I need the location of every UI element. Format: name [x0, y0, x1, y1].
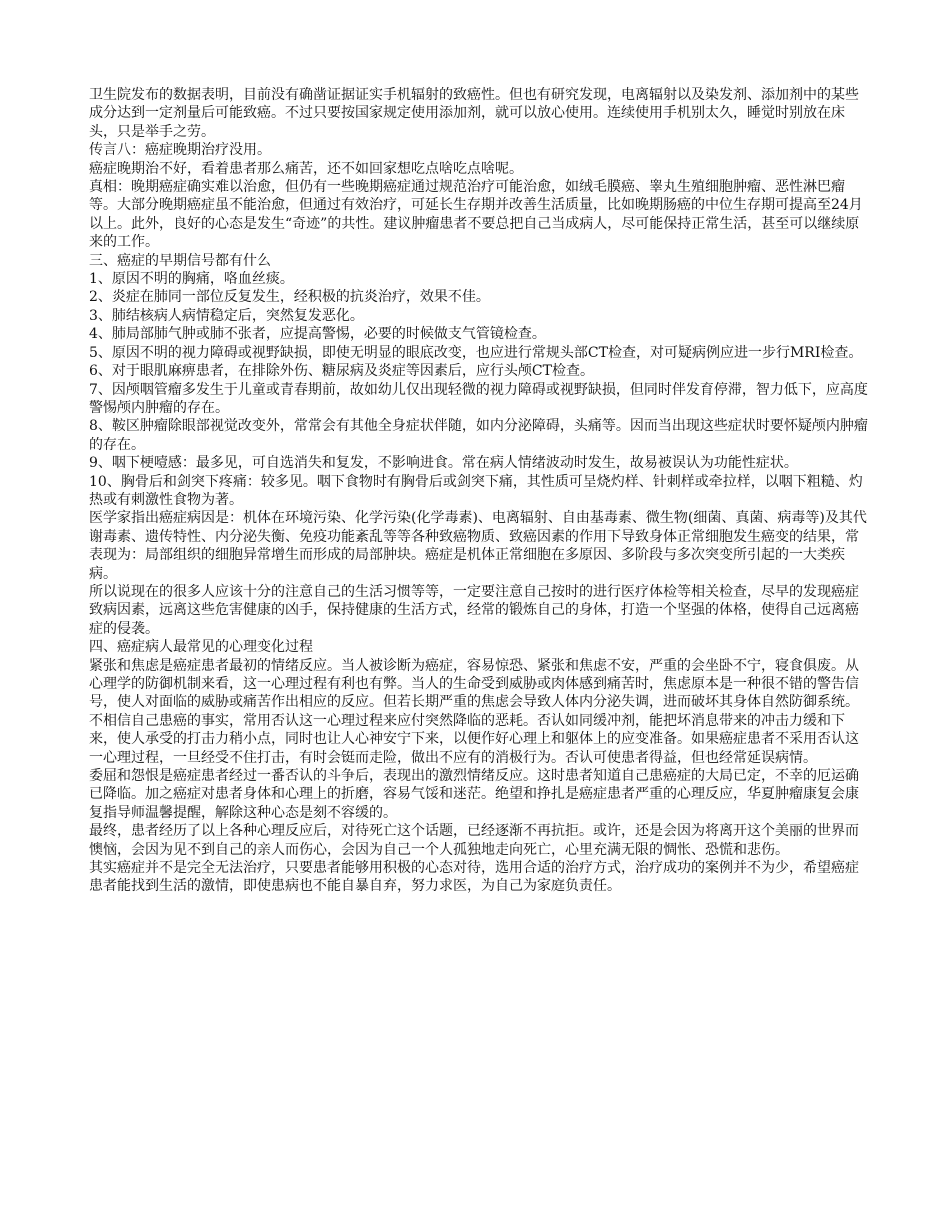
paragraph: 其实癌症并不是完全无法治疗，只要患者能够用积极的心态对待，选用合适的治疗方式，治疗成功的案例并不为少，希望癌症患者能找到生活的激情，即使患病也不能自暴自弃，努力求医，为自己为家庭负责任。: [89, 860, 859, 895]
paragraph: 紧张和焦虑是癌症患者最初的情绪反应。当人被诊断为癌症，容易惊恐、紧张和焦虑不安，严重的会坐卧不宁，寝食俱废。从心理学的防御机制来看，这一心理过程有利也有弊。当人的生命受到威胁或肉体感到痛苦时，焦虑原本是一种很不错的警告信号，使人对面临的威胁或痛苦作出相应的反应。但若长期严重的焦虑会导致人体内分泌失调，进而破坏其身体自然防御系统。: [89, 657, 859, 711]
paragraph: 最终，患者经历了以上各种心理反应后，对待死亡这个话题，已经逐渐不再抗拒。或许，还是会因为将离开这个美丽的世界而懊恼，会因为见不到自己的亲人而伤心，会因为自己一个人孤独地走向死亡，心里充满无限的惆怅、恐慌和悲伤。: [89, 823, 859, 858]
paragraph: 传言八：癌症晚期治疗没用。: [89, 142, 271, 159]
paragraph: 所以说现在的很多人应该十分的注意自己的生活习惯等等，一定要注意自己按时的进行医疗体检等相关检查，尽早的发现癌症致病因素，远离这些危害健康的凶手，保持健康的生活方式，经常的锻炼自己的身体，打造一个坚强的体格，使得自己远离癌症的侵袭。: [89, 583, 859, 637]
paragraph: 1、原因不明的胸痛，咯血丝痰。: [89, 271, 294, 288]
paragraph: 4、肺局部肺气肿或肺不张者，应提高警惕，必要的时候做支气管镜检查。: [89, 326, 546, 343]
paragraph: 9、咽下梗噎感：最多见，可自选消失和复发，不影响进食。常在病人情绪波动时发生，故易被误认为功能性症状。: [89, 455, 798, 472]
paragraph: 委屈和怨恨是癌症患者经过一番否认的斗争后，表现出的激烈情绪反应。这时患者知道自己患癌症的大局已定，不幸的厄运确已降临。加之癌症对患者身体和心理上的折磨，容易气馁和迷茫。绝望和挣扎是癌症患者严重的心理反应，华夏肿瘤康复会康复指导师温馨提醒，解除这种心态是刻不容缓的。: [89, 768, 859, 821]
paragraph: 3、肺结核病人病情稳定后，突然复发恶化。: [89, 307, 364, 324]
paragraph: 8、鞍区肿瘤除眼部视觉改变外，常常会有其他全身症状伴随，如内分泌障碍，头痛等。因而当出现这些症状时要怀疑颅内肿瘤的存在。: [89, 418, 868, 453]
paragraph: 医学家指出癌症病因是：机体在环境污染、化学污染(化学毒素)、电离辐射、自由基毒素、微生物(细菌、真菌、病毒等)及其代谢毒素、遗传特性、内分泌失衡、免疫功能紊乱等等各种致癌物质、致癌因素的作用下导致身体正常细胞发生癌变的结果，常表现为：局部组织的细胞异常增生而形成的局部肿块。癌症是机体正常细胞在多原因、多阶段与多次突变所引起的一大类疾病。: [89, 510, 867, 582]
paragraph: 真相：晚期癌症确实难以治愈，但仍有一些晚期癌症通过规范治疗可能治愈，如绒毛膜癌、睾丸生殖细胞肿瘤、恶性淋巴瘤等。大部分晚期癌症虽不能治愈，但通过有效治疗，可延长生存期并改善生活质量，比如晚期肠癌的中位生存期可提高至24月以上。此外，良好的心态是发生“奇迹”的共性。建议肿瘤患者不要总把自己当成病人，尽可能保持正常生活，甚至可以继续原来的工作。: [89, 179, 863, 251]
paragraph: 2、炎症在肺同一部位反复发生，经积极的抗炎治疗，效果不佳。: [89, 289, 490, 306]
paragraph: 6、对于眼肌麻痹患者，在排除外伤、糖尿病及炎症等因素后，应行头颅CT检查。: [89, 363, 594, 380]
paragraph: 7、因颅咽管瘤多发生于儿童或青春期前，故如幼儿仅出现轻微的视力障碍或视野缺损，但同时伴发育停滞，智力低下，应高度警惕颅内肿瘤的存在。: [89, 381, 868, 416]
paragraph: 三、癌症的早期信号都有什么: [89, 252, 271, 269]
paragraph: 10、胸骨后和剑突下疼痛：较多见。咽下食物时有胸骨后或剑突下痛，其性质可呈烧灼样、针刺样或牵拉样，以咽下粗糙、灼热或有刺激性食物为著。: [89, 473, 863, 508]
paragraph: 不相信自己患癌的事实，常用否认这一心理过程来应付突然降临的恶耗。否认如同缓冲剂，能把坏消息带来的冲击力缓和下来，使人承受的打击力稍小点，同时也让人心神安宁下来，以便作好心理上和躯体上的应变准备。如果癌症患者不采用否认这一心理过程，一旦经受不住打击，有时会铤而走险，做出不应有的消极行为。否认可使患者得益，但也经常延误病情。: [89, 712, 859, 766]
paragraph: 癌症晚期治不好，看着患者那么痛苦，还不如回家想吃点啥吃点啥呢。: [89, 160, 523, 177]
paragraph: 四、癌症病人最常见的心理变化过程: [89, 639, 313, 656]
document-body: [89, 86, 871, 896]
paragraph: 5、原因不明的视力障碍或视野缺损，即使无明显的眼底改变，也应进行常规头部CT检查，对可疑病例应进一步行MRI检查。: [89, 344, 863, 361]
paragraph: 卫生院发布的数据表明，目前没有确凿证据证实手机辐射的致癌性。但也有研究发现，电离辐射以及染发剂、添加剂中的某些成分达到一定剂量后可能致癌。不过只要按国家规定使用添加剂，就可以放心使用。连续使用手机别太久，睡觉时别放在床头，只是举手之劳。: [89, 87, 859, 140]
